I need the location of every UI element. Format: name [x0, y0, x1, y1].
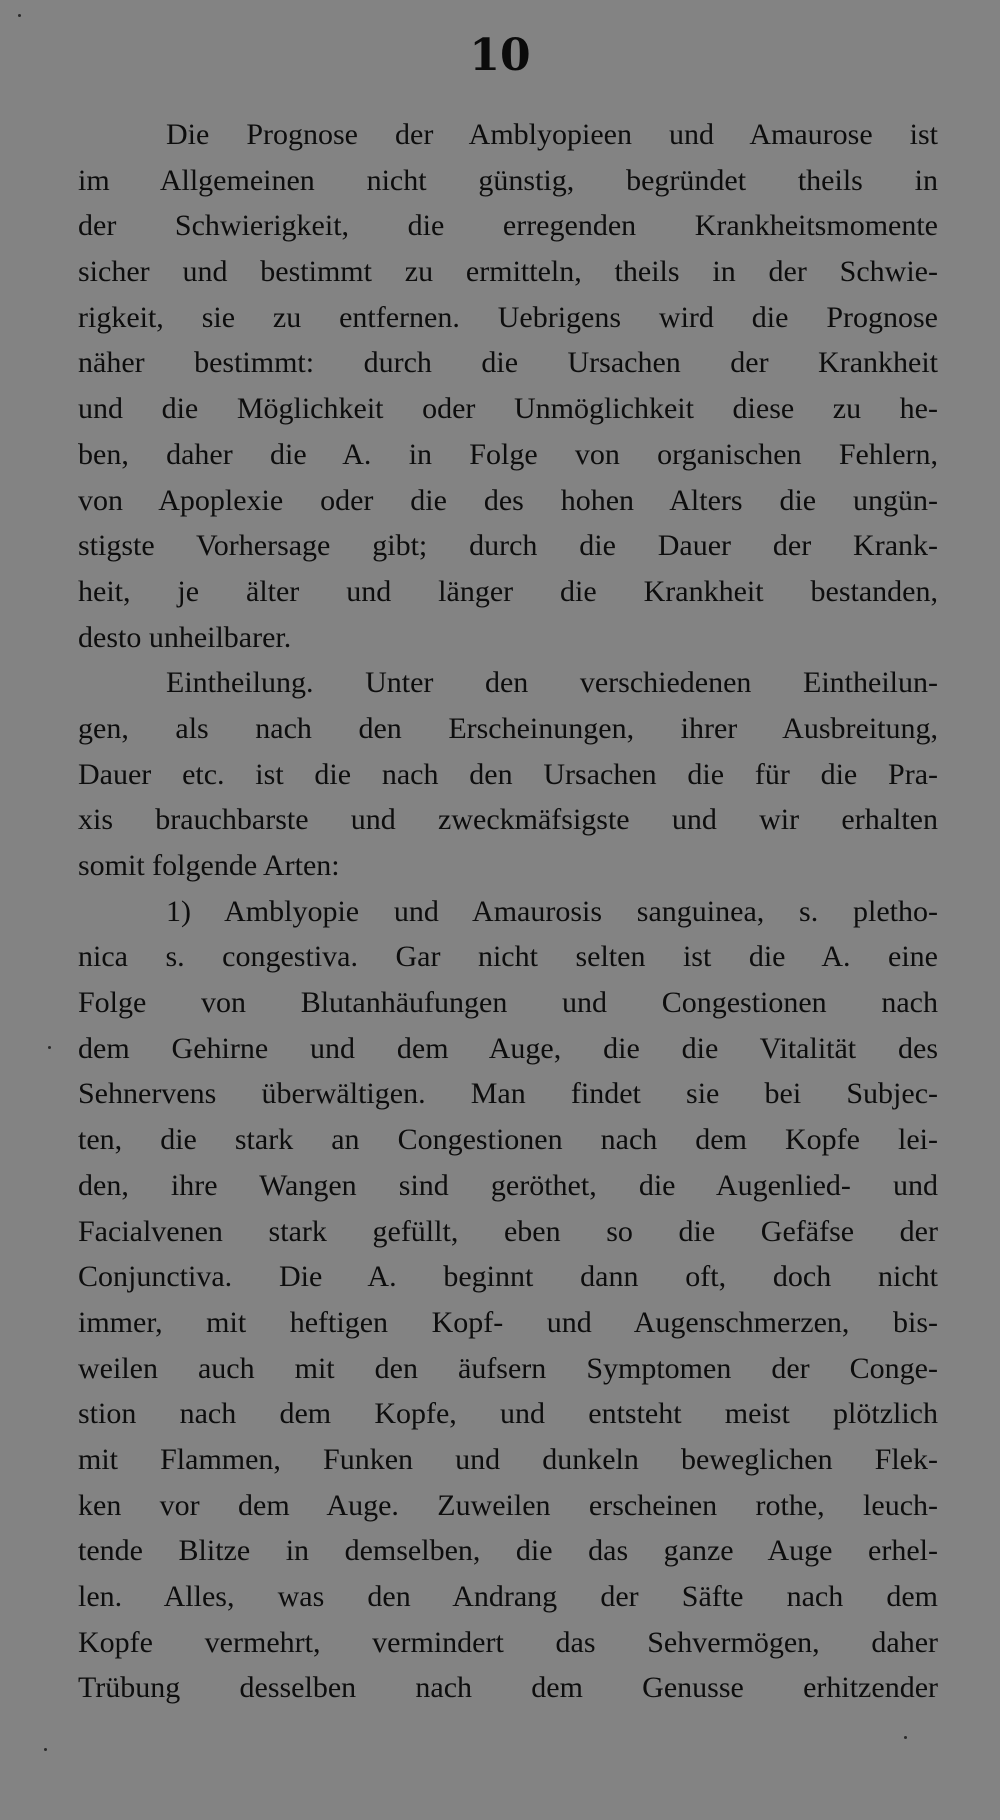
scan-speck	[18, 14, 21, 17]
text-line: von Apoplexie oder die des hohen Alters die ungün-	[78, 483, 938, 517]
text-line: somit folgende Arten:	[78, 849, 340, 882]
text-line: sicher und bestimmt zu ermitteln, theils in der Schwie-	[78, 255, 938, 289]
text-line: Kopfe vermehrt, vermindert das Sehvermögen, daher	[78, 1625, 938, 1659]
text-line: Facialvenen stark gefüllt, eben so die Gefäfse der	[78, 1214, 938, 1248]
text-line: den, ihre Wangen sind geröthet, die Augenlied- und	[78, 1168, 938, 1202]
scan-speck	[48, 1046, 51, 1049]
text-line: rigkeit, sie zu entfernen. Uebrigens wird die Prognose	[78, 300, 938, 334]
section-heading-line: Eintheilung. Unter den verschiedenen Eintheilun-	[166, 666, 938, 700]
text-line: näher bestimmt: durch die Ursachen der Krankheit	[78, 346, 938, 380]
text-line: Folge von Blutanhäufungen und Congestionen nach	[78, 986, 938, 1020]
text-line: ten, die stark an Congestionen nach dem Kopfe lei-	[78, 1123, 938, 1157]
text-line: weilen auch mit den äufsern Symptomen der Conge-	[78, 1351, 938, 1385]
text-line: Sehnervens überwältigen. Man findet sie bei Subjec-	[78, 1077, 938, 1111]
text-line: len. Alles, was den Andrang der Säfte nach dem	[78, 1580, 938, 1613]
text-line: Conjunctiva. Die A. beginnt dann oft, doch nicht	[78, 1260, 938, 1294]
text-line: Dauer etc. ist die nach den Ursachen die für die Pra-	[78, 757, 938, 791]
page-number: 10	[469, 30, 531, 81]
text-line: ben, daher die A. in Folge von organischen Fehlern,	[78, 437, 938, 471]
text-line: ken vor dem Auge. Zuweilen erscheinen rothe, leuch-	[78, 1488, 938, 1522]
scan-speck	[44, 1748, 47, 1751]
text-line: dem Gehirne und dem Auge, die die Vitalität des	[78, 1031, 938, 1065]
numbered-item-line: 1) Amblyopie und Amaurosis sanguinea, s. pletho-	[166, 894, 938, 928]
text-line: Trübung desselben nach dem Genusse erhitzender	[78, 1671, 938, 1705]
text-line: im Allgemeinen nicht günstig, begründet theils in	[78, 163, 938, 197]
text-line: und die Möglichkeit oder Unmöglichkeit diese zu he-	[78, 392, 938, 426]
text-line: nica s. congestiva. Gar nicht selten ist die A. eine	[78, 940, 938, 974]
text-line: desto unheilbarer.	[78, 620, 292, 654]
scan-speck	[904, 1736, 907, 1739]
text-line: stigste Vorhersage gibt; durch die Dauer der Krank-	[78, 529, 938, 563]
text-line: der Schwierigkeit, die erregenden Krankheitsmomente	[78, 209, 938, 243]
text-line: stion nach dem Kopfe, und entsteht meist plötzlich	[78, 1397, 938, 1431]
text-line: tende Blitze in demselben, die das ganze Auge erhel-	[78, 1534, 938, 1568]
text-line: immer, mit heftigen Kopf- und Augenschmerzen, bis-	[78, 1305, 938, 1339]
body-text	[78, 112, 938, 1711]
text-line: gen, als nach den Erscheinungen, ihrer Ausbreitung,	[78, 711, 938, 745]
text-line: mit Flammen, Funken und dunkeln beweglichen Flek-	[78, 1442, 938, 1476]
text-line: xis brauchbarste und zweckmäfsigste und wir erhalten	[78, 803, 938, 837]
text-line: Die Prognose der Amblyopieen und Amaurose ist	[166, 118, 938, 151]
text-line: heit, je älter und länger die Krankheit bestanden,	[78, 574, 938, 608]
